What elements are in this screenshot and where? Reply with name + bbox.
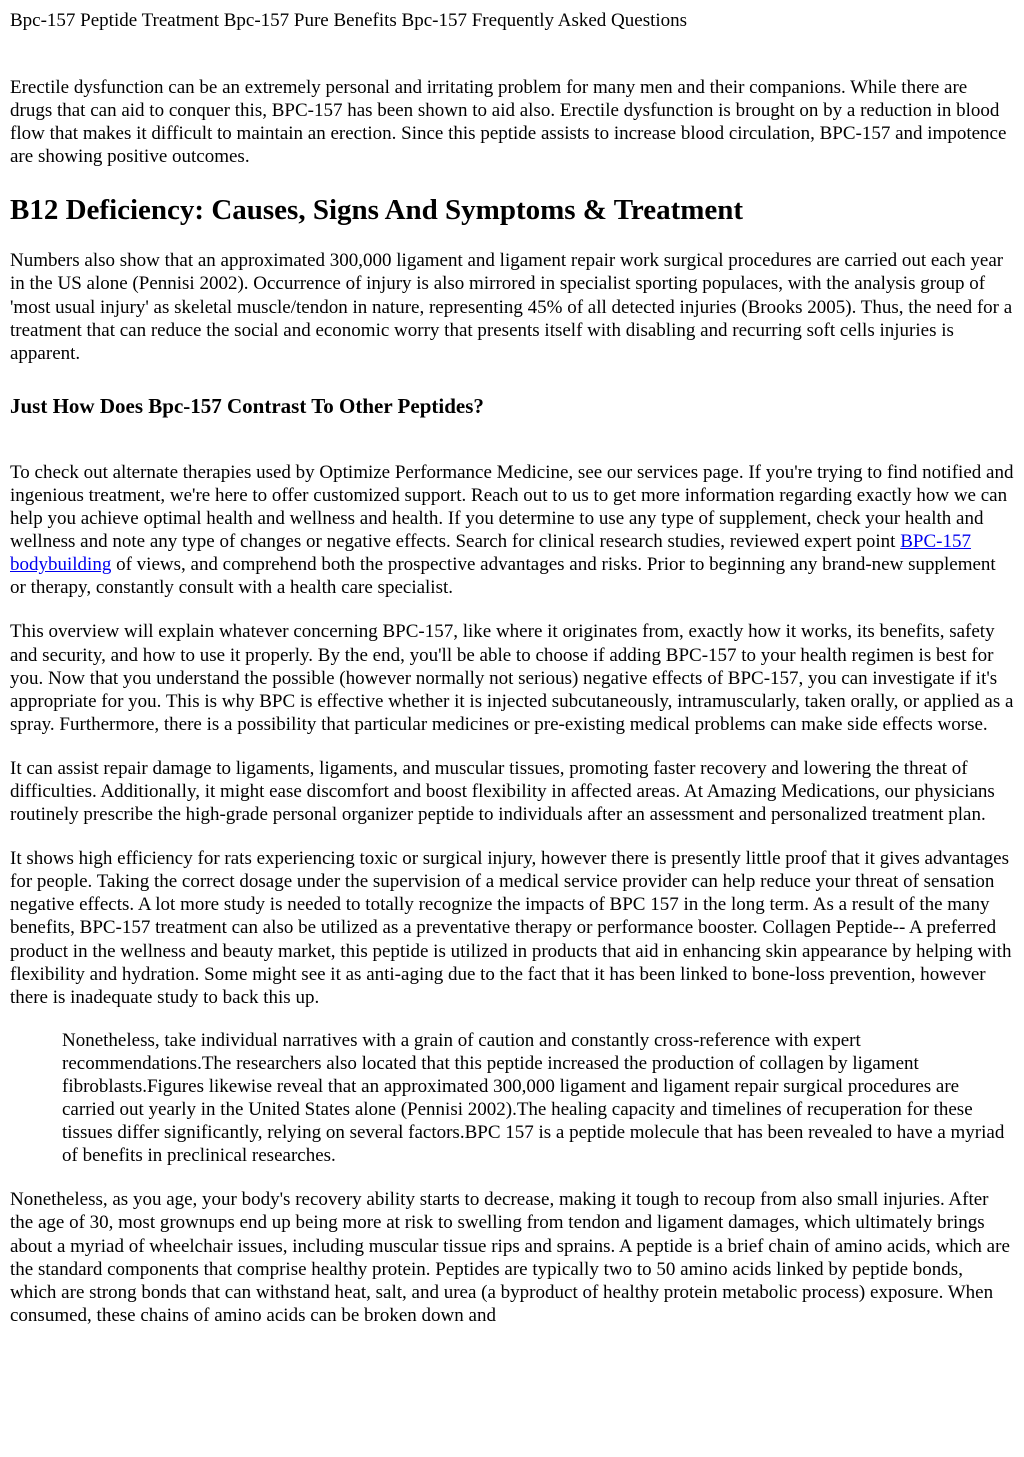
main-heading: B12 Deficiency: Causes, Signs And Symptoms & Treatment	[10, 194, 744, 227]
blockquote: Nonetheless, take individual narratives with a grain of caution and constantly cross-reference with expert recommendations.The researchers also located that this peptide increased the production of collagen by ligament fibroblasts.Figures likewise reveal that an approximated 300,000 ligament and ligament repair surgical procedures are carried out yearly in the United States alone (Pennisi 2002).The healing capacity and timelines of recuperation for these tissues differ significantly, relying on several factors.BPC 157 is a peptide molecule that has been revealed to have a myriad of benefits in preclinical researches.	[62, 1029, 1005, 1167]
numbers-paragraph: Numbers also show that an approximated 300,000 ligament and ligament repair work surgical procedures are carried out each year in the US alone (Pennisi 2002). Occurrence of injury is also mirrored in specialist sporting populaces, with the analysis group of 'most usual injury' as skeletal muscle/tendon in nature, representing 45% of all detected injuries (Brooks 2005). Thus, the need for a treatment that can reduce the social and economic worry that presents itself with disabling and recurring soft cells injuries is apparent.	[10, 250, 1013, 364]
document-page	[0, 9, 1024, 1327]
intro-paragraph: Erectile dysfunction can be an extremely personal and irritating problem for many men and their companions. While there are drugs that can aid to conquer this, BPC-157 has been shown to aid also. Erectile dysfunction is brought on by a reduction in blood flow that makes it difficult to maintain an erection. Since this peptide assists to increase blood circulation, BPC-157 and impotence are showing positive outcomes.	[10, 77, 1007, 168]
repair-paragraph: It can assist repair damage to ligaments, ligaments, and muscular tissues, promoting faster recovery and lowering the threat of difficulties. Additionally, it might ease discomfort and boost flexibility in affected areas. At Amazing Medications, our physicians routinely prescribe the high-grade personal organizer peptide to individuals after an assessment and personalized treatment plan.	[10, 757, 995, 826]
check-paragraph-text-after: of views, and comprehend both the prospective advantages and risks. Prior to beginning any brand-new supplement or therapy, constantly consult with a health care specialist.	[10, 554, 996, 599]
page-title: Bpc-157 Peptide Treatment Bpc-157 Pure Benefits Bpc-157 Frequently Asked Questions	[10, 10, 688, 31]
check-paragraph	[10, 461, 1014, 600]
efficiency-paragraph: It shows high efficiency for rats experiencing toxic or surgical injury, however there is presently little proof that it gives advantages for people. Taking the correct dosage under the supervision of a medical service provider can help reduce your threat of sensation negative effects. A lot more study is needed to totally recognize the impacts of BPC 157 in the long term. As a result of the many benefits, BPC-157 treatment can also be utilized as a preventative therapy or performance booster. Collagen Peptide-- A preferred product in the wellness and beauty market, this peptide is utilized in products that aid in enhancing skin appearance by helping with flexibility and hydration. Some might see it as anti-aging due to the fact that it has been linked to bone-loss prevention, however there is inadequate study to back this up.	[10, 848, 1012, 1008]
overview-paragraph: This overview will explain whatever concerning BPC-157, like where it originates from, exactly how it works, its benefits, safety and security, and how to use it properly. By the end, you'll be able to choose if adding BPC-157 to your health regimen is best for you. Now that you understand the possible (however normally not serious) negative effects of BPC-157, you can investigate if it's appropriate for you. This is why BPC is effective whether it is injected subcutaneously, intramuscularly, taken orally, or applied as a spray. Furthermore, there is a possibility that particular medicines or pre-existing medical problems can make side effects worse.	[10, 621, 1014, 735]
age-paragraph: Nonetheless, as you age, your body's recovery ability starts to decrease, making it tough to recoup from also small injuries. After the age of 30, most grownups end up being more at risk to swelling from tendon and ligament damages, which ultimately brings about a myriad of wheelchair issues, including muscular tissue rips and sprains. A peptide is a brief chain of amino acids, which are the standard components that comprise healthy protein. Peptides are typically two to 50 amino acids linked by peptide bonds, which are strong bonds that can withstand heat, salt, and urea (a byproduct of healthy protein metabolic process) exposure. When consumed, these chains of amino acids can be broken down and	[10, 1189, 1010, 1326]
sub-heading: Just How Does Bpc-157 Contrast To Other Peptides?	[10, 393, 484, 418]
bpc-157-bodybuilding-link[interactable]: BPC-157 bodybuilding	[10, 531, 971, 576]
check-paragraph-text-before: To check out alternate therapies used by Optimize Performance Medicine, see our services page. If you're trying to find notified and ingenious treatment, we're here to offer customized support. Reach out to us to get more information regarding exactly how we can help you achieve optimal health and wellness and health. If you determine to use any type of supplement, check your health and wellness and note any type of changes or negative effects. Search for clinical research studies, reviewed expert point	[10, 461, 1014, 553]
